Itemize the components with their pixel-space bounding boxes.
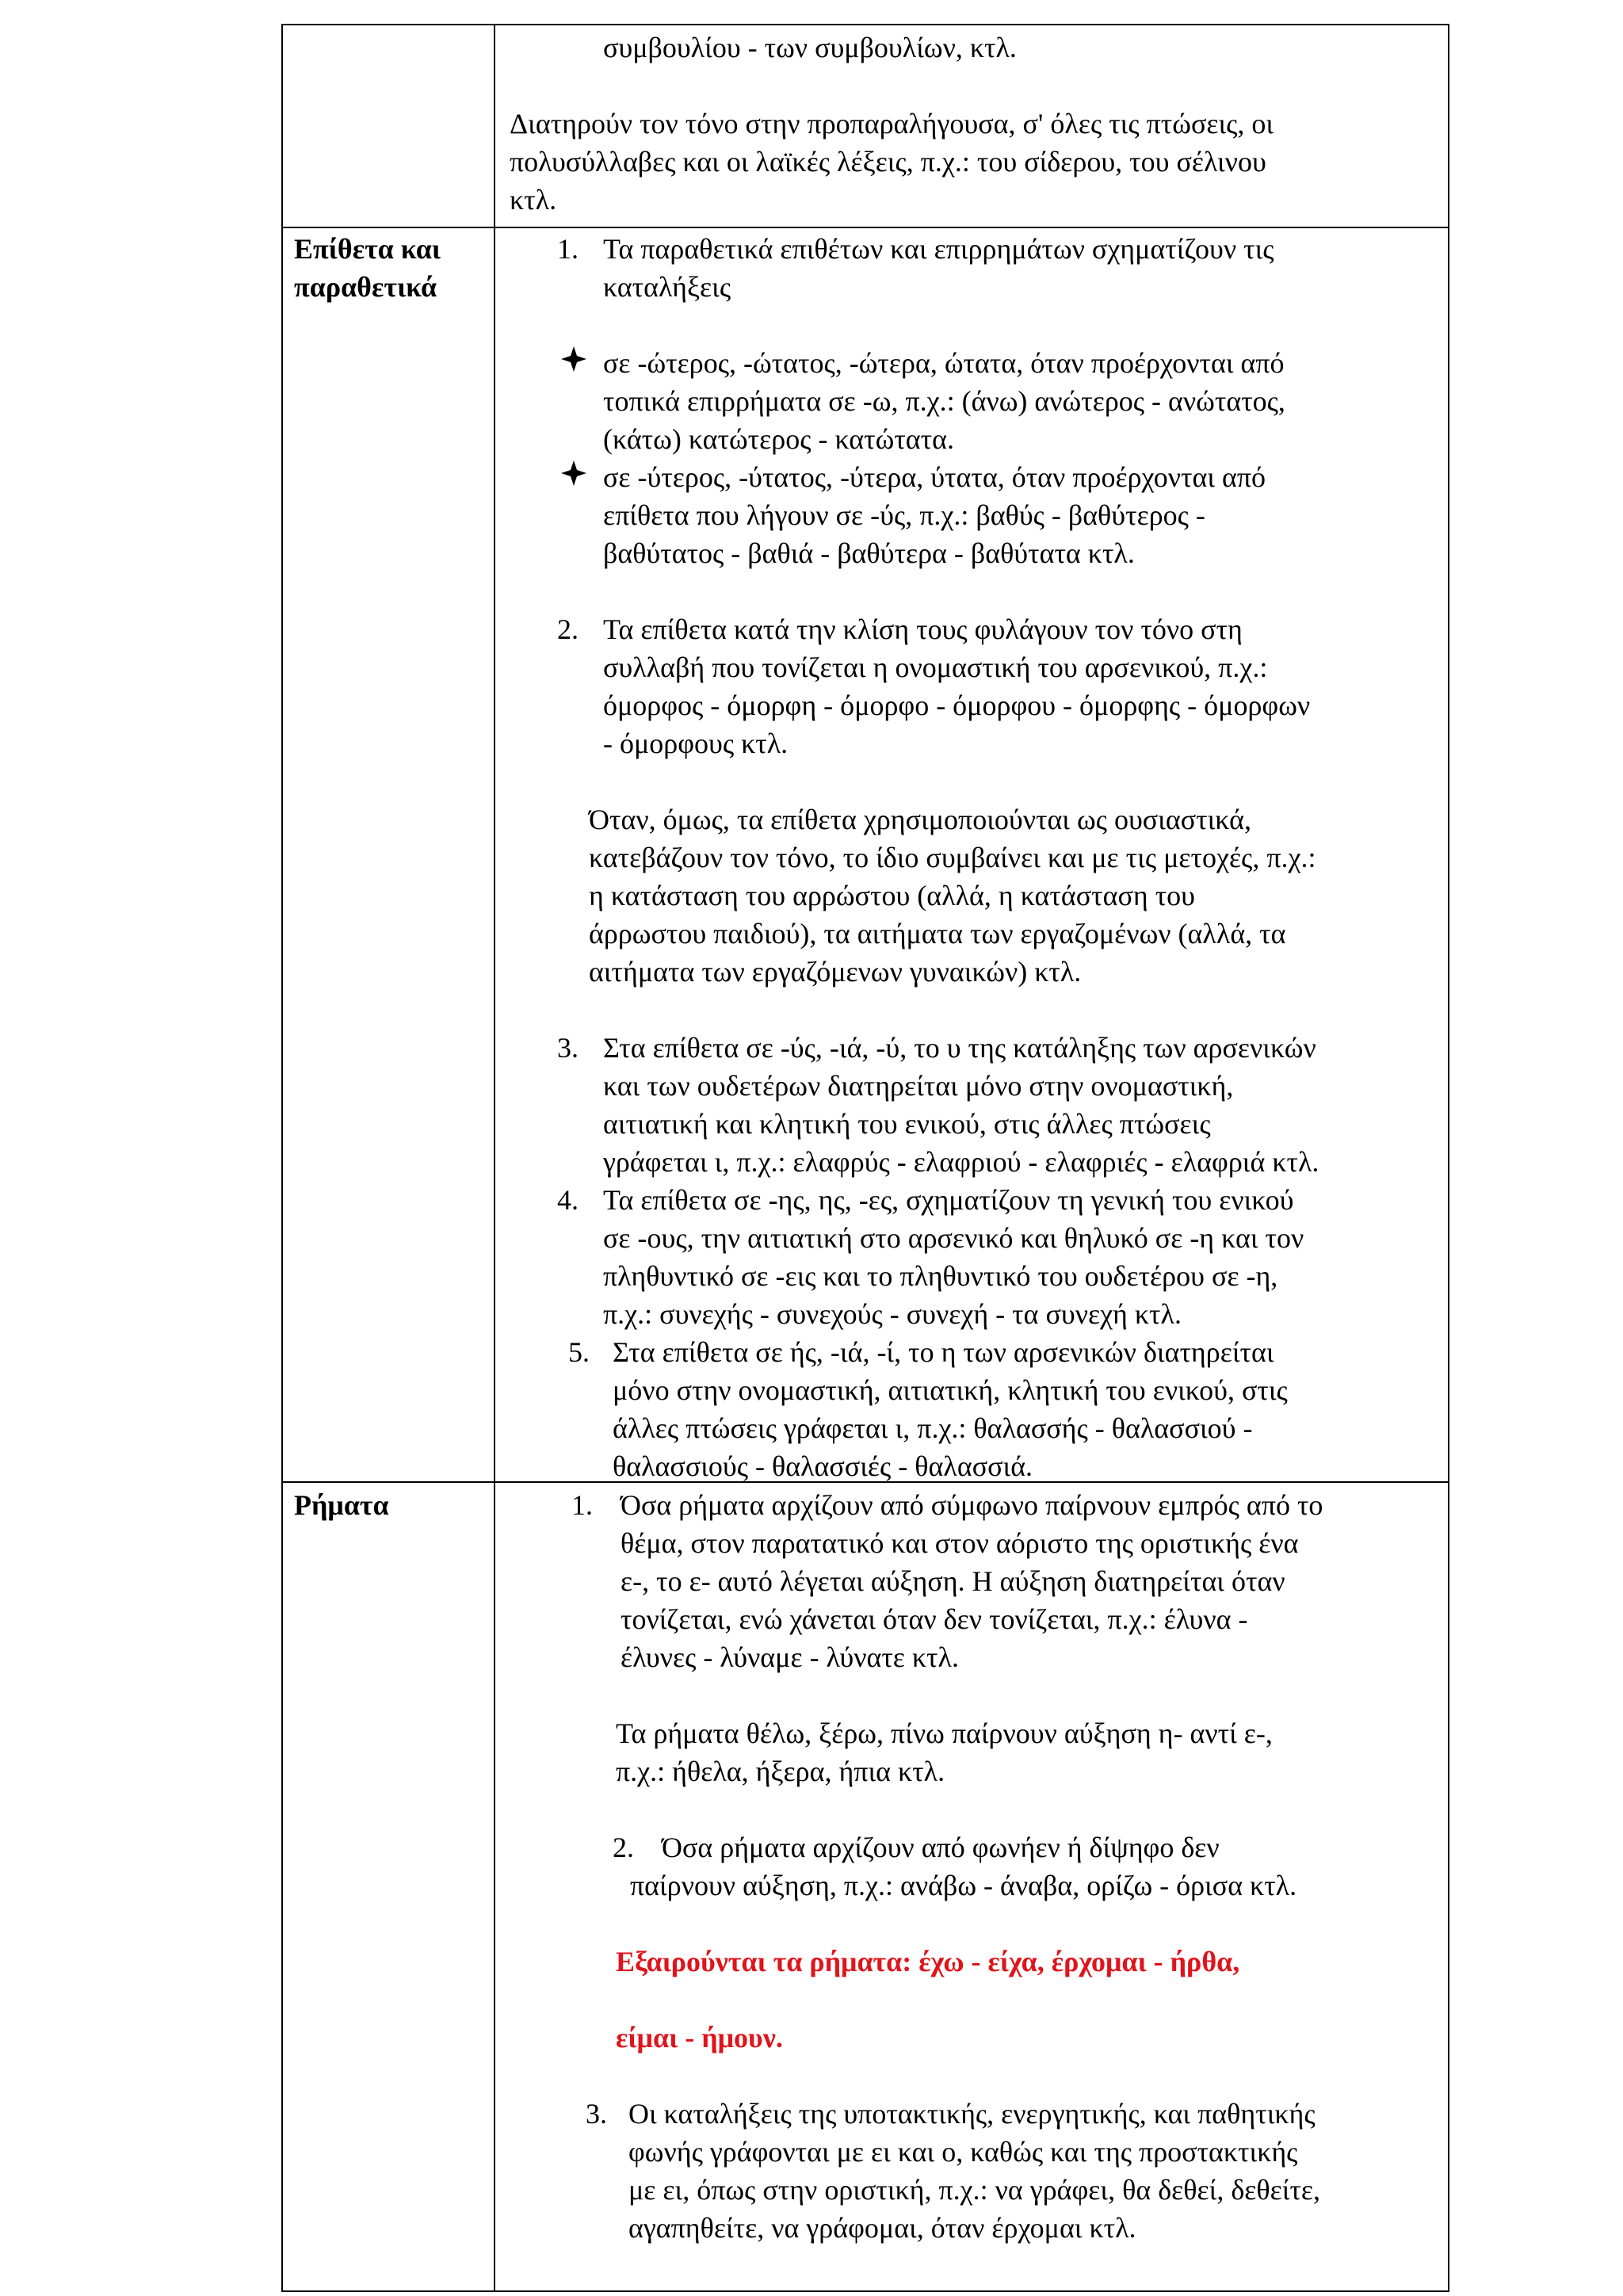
paragraph-line: Τα ρήματα θέλω, ξέρω, πίνω παίρνουν αύξηση η- αντί ε-,: [616, 1717, 1273, 1749]
row-content-cell: [495, 227, 1449, 1482]
list-item-line: Τα επίθετα σε -ης, ης, -ες, σχηματίζουν τη γενική του ενικού: [603, 1184, 1294, 1216]
list-item-line: Στα επίθετα σε ής, -ιά, -ί, το η των αρσενικών διατηρείται: [613, 1336, 1274, 1368]
list-item-line: σε -ώτερος, -ώτατος, -ώτερα, ώτατα, όταν προέρχονται από: [603, 347, 1285, 379]
text-line: πολυσύλλαβες και οι λαϊκές λέξεις, π.χ.: του σίδερου, του σέλινου: [510, 146, 1266, 178]
list-number: 2.: [613, 1832, 634, 1863]
section-heading-line: Ρήματα: [294, 1489, 389, 1521]
paragraph-line: π.χ.: ήθελα, ήξερα, ήπια κτλ.: [616, 1755, 945, 1787]
list-item-line: σε -ους, την αιτιατική στο αρσενικό και θηλυκό σε -η και τον: [603, 1222, 1304, 1254]
list-item-line: αιτιατική και κλητική του ενικού, στις άλλες πτώσεις: [603, 1108, 1211, 1140]
grammar-table: [281, 24, 1449, 2292]
row-content-cell: [495, 1482, 1449, 2291]
list-item-line: Τα παραθετικά επιθέτων και επιρρημάτων σχηματίζουν τις: [603, 233, 1274, 265]
list-item-line: ε-, το ε- αυτό λέγεται αύξηση. Η αύξηση διατηρείται όταν: [621, 1565, 1285, 1597]
list-number: 3.: [586, 2098, 607, 2130]
list-item-line: παίρνουν αύξηση, π.χ.: ανάβω - άναβα, ορίζω - όρισα κτλ.: [630, 1870, 1297, 1901]
diamond-bullet-icon: [560, 460, 587, 487]
row-content-cell: [495, 25, 1449, 227]
table-row: [282, 227, 1449, 1482]
list-number: 1.: [557, 233, 579, 265]
list-item-line: βαθύτατος - βαθιά - βαθύτερα - βαθύτατα κτλ.: [603, 537, 1135, 569]
list-item-line: (κάτω) κατώτερος - κατώτατα.: [603, 423, 954, 455]
list-item-line: θέμα, στον παρατατικό και στον αόριστο της οριστικής ένα: [621, 1527, 1299, 1559]
list-item-line: τοπικά επιρρήματα σε -ω, π.χ.: (άνω) ανώτερος - ανώτατος,: [603, 385, 1285, 417]
list-item-line: συλλαβή που τονίζεται η ονομαστική του αρσενικού, π.χ.:: [603, 651, 1268, 683]
list-item-line: σε -ύτερος, -ύτατος, -ύτερα, ύτατα, όταν προέρχονται από: [603, 461, 1266, 493]
list-item-line: άλλες πτώσεις γράφεται ι, π.χ.: θαλασσής - θαλασσιού -: [613, 1412, 1253, 1444]
list-item-line: γράφεται ι, π.χ.: ελαφρύς - ελαφριού - ελαφριές - ελαφριά κτλ.: [603, 1146, 1319, 1178]
table-row: [282, 25, 1449, 227]
list-item-line: - όμορφους κτλ.: [603, 728, 789, 759]
list-number: 5.: [568, 1336, 590, 1368]
diamond-bullet-icon: [560, 346, 587, 372]
list-item-line: και των ουδετέρων διατηρείται μόνο στην ονομαστική,: [603, 1070, 1234, 1102]
section-heading-line: Επίθετα και: [294, 233, 441, 265]
list-item-line: όμορφος - όμορφη - όμορφο - όμορφου - όμορφης - όμορφων: [603, 690, 1311, 721]
list-item-line: επίθετα που λήγουν σε -ύς, π.χ.: βαθύς - βαθύτερος -: [603, 499, 1205, 531]
text-line: συμβουλίου - των συμβουλίων, κτλ.: [603, 32, 1017, 63]
list-item-line: Τα επίθετα κατά την κλίση τους φυλάγουν τον τόνο στη: [603, 613, 1243, 645]
list-item-line: καταλήξεις: [603, 271, 731, 303]
list-item-line: έλυνες - λύναμε - λύνατε κτλ.: [621, 1641, 959, 1673]
list-item-line: Στα επίθετα σε -ύς, -ιά, -ύ, το υ της κατάληξης των αρσενικών: [603, 1032, 1316, 1064]
list-item-line: πληθυντικό σε -εις και το πληθυντικό του ουδετέρου σε -η,: [603, 1260, 1278, 1292]
list-item-line: φωνής γράφονται με ει και ο, καθώς και της προστακτικής: [628, 2136, 1298, 2168]
text-line: Διατηρούν τον τόνο στην προπαραλήγουσα, σ' όλες τις πτώσεις, οι: [510, 108, 1274, 139]
exception-line: είμαι - ήμουν.: [616, 2022, 783, 2053]
list-number: 4.: [557, 1184, 579, 1216]
list-number: 3.: [557, 1032, 579, 1064]
paragraph-line: η κατάσταση του αρρώστου (αλλά, η κατάσταση του: [589, 880, 1195, 911]
list-item-line: με ει, όπως στην οριστική, π.χ.: να γράφει, θα δεθεί, δεθείτε,: [628, 2174, 1321, 2206]
paragraph-line: άρρωστου παιδιού), τα αιτήματα των εργαζομένων (αλλά, τα: [589, 918, 1286, 949]
list-item-line: Όσα ρήματα αρχίζουν από σύμφωνο παίρνουν εμπρός από το: [621, 1489, 1323, 1521]
paragraph-line: κατεβάζουν τον τόνο, το ίδιο συμβαίνει και με τις μετοχές, π.χ.:: [589, 842, 1316, 873]
row-header-cell: [282, 227, 495, 1482]
list-item-line: Οι καταλήξεις της υποτακτικής, ενεργητικής, και παθητικής: [628, 2098, 1316, 2130]
section-heading-line: παραθετικά: [294, 271, 437, 303]
list-item-line: π.χ.: συνεχής - συνεχούς - συνεχή - τα συνεχή κτλ.: [603, 1298, 1182, 1330]
paragraph-line: αιτήματα των εργαζόμενων γυναικών) κτλ.: [589, 956, 1082, 988]
text-line: κτλ.: [510, 184, 557, 216]
row-header-cell: [282, 25, 495, 227]
row-header-cell: [282, 1482, 495, 2291]
list-item-line: Όσα ρήματα αρχίζουν από φωνήεν ή δίψηφο δεν: [662, 1832, 1220, 1863]
list-number: 1.: [571, 1489, 593, 1521]
table-row: [282, 1482, 1449, 2291]
list-number: 2.: [557, 613, 579, 645]
list-item-line: μόνο στην ονομαστική, αιτιατική, κλητική του ενικού, στις: [613, 1374, 1288, 1406]
list-item-line: αγαπηθείτε, να γράφομαι, όταν έρχομαι κτλ.: [628, 2212, 1136, 2244]
list-item-line: θαλασσιούς - θαλασσιές - θαλασσιά.: [613, 1450, 1033, 1482]
list-item-line: τονίζεται, ενώ χάνεται όταν δεν τονίζεται, π.χ.: έλυνα -: [621, 1603, 1248, 1635]
paragraph-line: Όταν, όμως, τα επίθετα χρησιμοποιούνται ως ουσιαστικά,: [589, 804, 1251, 835]
exception-line: Εξαιρούνται τα ρήματα: έχω - είχα, έρχομαι - ήρθα,: [616, 1946, 1240, 1977]
